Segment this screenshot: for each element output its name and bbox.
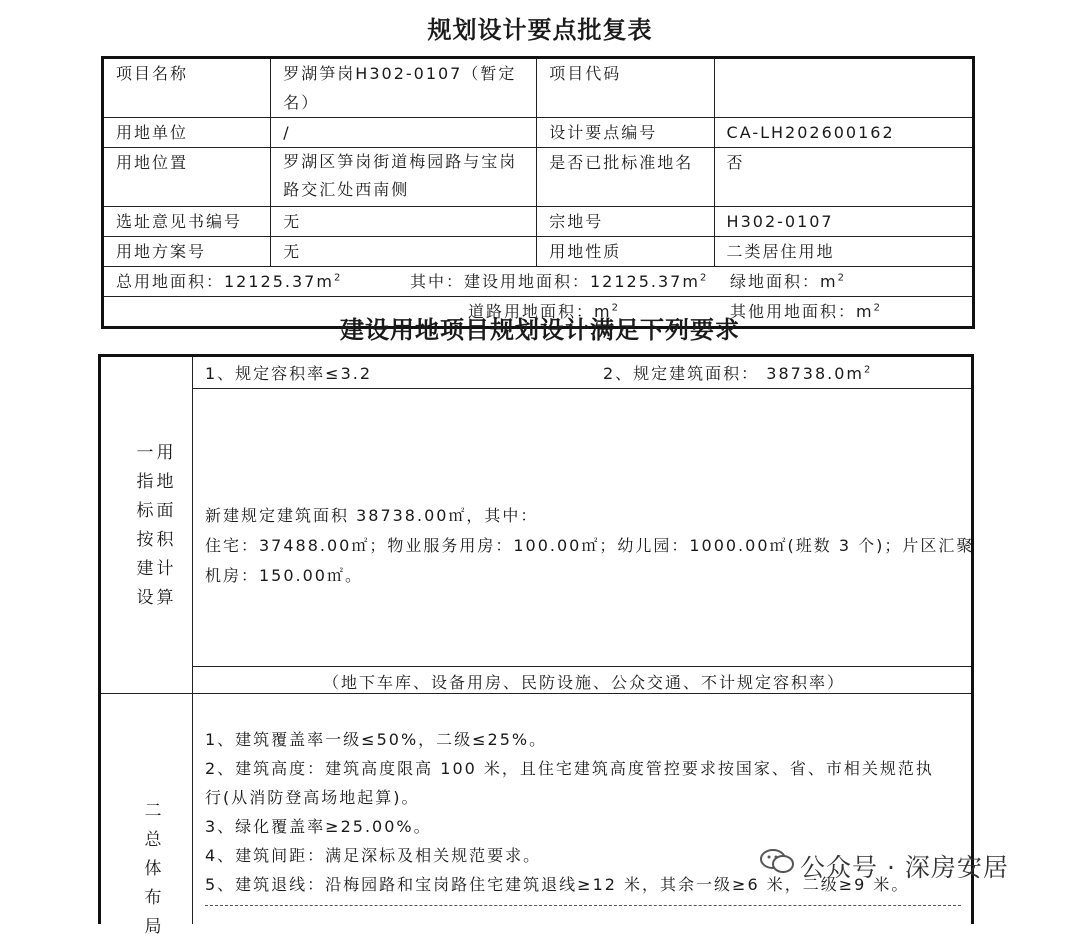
gfa-requirement: 2、规定建筑面积： $38738.0m^2$: [603, 364, 873, 383]
table-row: [103, 207, 974, 237]
label-char: 二: [144, 801, 162, 821]
table-row: [103, 267, 974, 297]
section2-label: [127, 797, 179, 942]
label-land-plan-no: 用地方案号: [103, 237, 271, 267]
location-line-1: 罗湖区笋岗街道梅园路与宝岗: [283, 152, 518, 171]
section-title: 建设用地项目规划设计满足下列要求: [340, 316, 740, 344]
label-char: 计: [156, 559, 174, 579]
value-parcel-no: H302-0107: [714, 207, 973, 237]
row-divider: [192, 666, 971, 667]
other-area: 其他用地面积：$m^2$: [730, 302, 882, 321]
layout-item: 1、建筑覆盖率一级≤50%，二级≤25%。: [205, 730, 548, 749]
requirements-table: [98, 354, 975, 937]
value-land-use: 二类居住用地: [714, 237, 973, 267]
label-char: 面: [156, 501, 174, 521]
far-exclusion-note: （地下车库、设备用房、民防设施、公众交通、不计规定容积率）: [323, 673, 846, 692]
label-project-name: 项目名称: [103, 58, 271, 118]
layout-item: 5、建筑退线：沿梅园路和宝岗路住宅建筑退线≥12 米，其余一级≥6 米，二级≥9 米。: [205, 875, 910, 894]
layout-item: 3、绿化覆盖率≥25.00%。: [205, 817, 432, 836]
label-design-code: 设计要点编号: [537, 118, 714, 148]
value-project-name: 罗湖笋岗H302-0107（暂定名）: [271, 58, 537, 118]
label-char: 总: [144, 830, 162, 850]
label-char: 标: [136, 501, 154, 521]
value-project-code: [714, 58, 973, 118]
table-row: [103, 118, 974, 148]
far-requirement: 1、规定容积率≤3.2: [205, 364, 373, 383]
label-location: 用地位置: [103, 148, 271, 207]
section1-label-col2: [139, 439, 191, 613]
label-parcel-no: 宗地号: [537, 207, 714, 237]
approval-table: [101, 56, 975, 329]
form-title: 规划设计要点批复表: [427, 16, 653, 44]
table-row: [103, 237, 974, 267]
green-area: 绿地面积：$m^2$: [730, 272, 846, 291]
label-char: 算: [156, 588, 174, 608]
gfa-detail-line: 机房：150.00㎡。: [205, 566, 363, 585]
label-char: 布: [144, 888, 162, 908]
watermark: 公众号 · 深房安居: [800, 853, 1009, 882]
road-area: 道路用地面积：$m^2$: [468, 302, 620, 321]
value-design-code: CA-LH202600162: [714, 118, 973, 148]
build-area: 其中：建设用地面积：$12125.37m^2$: [410, 272, 709, 291]
label-land-use: 用地性质: [537, 237, 714, 267]
value-site-opinion-no: 无: [271, 207, 537, 237]
area-summary-row: [103, 267, 974, 297]
label-standard-name: 是否已批标准地名: [537, 148, 714, 207]
label-char: 设: [136, 588, 154, 608]
label-char: 建: [136, 559, 154, 579]
layout-item: 4、建筑间距：满足深标及相关规范要求。: [205, 846, 542, 865]
label-char: 一: [136, 443, 154, 463]
gfa-detail-line: 新建规定建筑面积 38738.00㎡，其中：: [205, 506, 539, 525]
wechat-icon: [760, 848, 794, 874]
value-land-plan-no: 无: [271, 237, 537, 267]
table-row: [103, 58, 974, 118]
total-area: 总用地面积：$12125.37m^2$: [116, 272, 343, 291]
gfa-detail-line: 住宅：37488.00㎡；物业服务用房：100.00㎡；幼儿园：1000.00㎡(班数 3 个)；片区汇聚: [205, 536, 975, 555]
label-char: 地: [156, 472, 174, 492]
value-standard-name: 否: [714, 148, 973, 207]
row-divider: [192, 388, 971, 389]
label-char: 用: [156, 443, 174, 463]
label-land-unit: 用地单位: [103, 118, 271, 148]
label-char: 指: [136, 472, 154, 492]
label-char: 局: [144, 917, 162, 937]
column-divider: [192, 357, 193, 924]
row-divider: [101, 693, 971, 694]
value-land-unit: /: [271, 118, 537, 148]
label-site-opinion-no: 选址意见书编号: [103, 207, 271, 237]
label-char: 积: [156, 530, 174, 550]
label-char: 按: [136, 530, 154, 550]
layout-item: 行(从消防登高场地起算)。: [205, 788, 420, 807]
label-project-code: 项目代码: [537, 58, 714, 118]
label-char: 体: [144, 859, 162, 879]
dashed-divider: [205, 905, 961, 906]
layout-item: 2、建筑高度：建筑高度限高 100 米，且住宅建筑高度管控要求按国家、省、市相关规范执: [205, 759, 934, 778]
table-row: [103, 148, 974, 207]
value-location: [271, 148, 537, 207]
location-line-2: 路交汇处西南侧: [283, 180, 410, 199]
